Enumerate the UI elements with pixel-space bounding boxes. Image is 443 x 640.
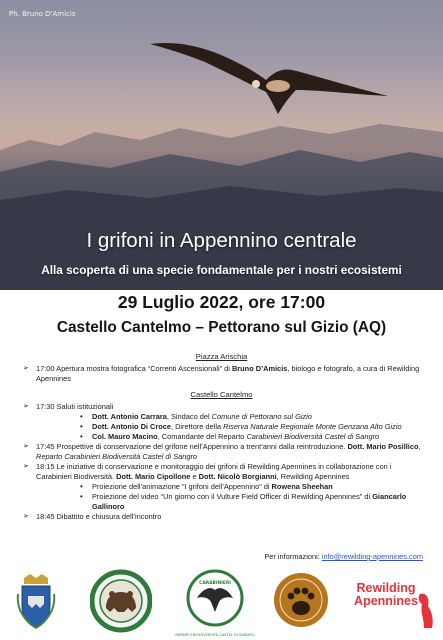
item-text: 17:00 Apertura mostra fotografica “Correnti Ascensionali” di (36, 364, 232, 373)
bullet-check-icon: ➢ (23, 513, 29, 520)
contact-email-link[interactable]: info@rewilding-apennines.com (321, 552, 423, 561)
item-org: Reparto Carabinieri Biodiversità Castel di Sangro (36, 452, 198, 461)
rewilding-line1: Rewilding (356, 581, 416, 595)
page-subtitle: Alla scoperta di una specie fondamentale per i nostri ecosistemi (41, 263, 402, 277)
rewilding-apennines-logo (346, 582, 426, 608)
bear-reserve-icon (90, 568, 152, 634)
carabinieri-sub-label: REPARTO BIODIVERSITÀ CASTEL DI SANGRO (175, 633, 255, 637)
item-text: 18:45 Dibattito e chiusura dell’incontro (36, 512, 162, 521)
vulture-icon (416, 588, 438, 628)
bullet-dot-icon: • (80, 412, 83, 421)
program-item (0, 402, 443, 412)
vulture-bird-icon (150, 34, 390, 124)
comune-crest-icon (16, 574, 56, 630)
item-text: 17:30 Saluti istituzionali (36, 402, 114, 411)
photo-credit: Ph. Bruno D'Amicis (9, 10, 76, 18)
item-org: Carabinieri Biodiversità Castel di Sangro (246, 432, 380, 441)
item-speaker: Dott. Nicolò Borgianni (198, 472, 277, 481)
program-item (0, 462, 443, 482)
program-subitem (0, 482, 443, 492)
item-text: , biologo e fotografo, a cura di Rewilding Apennines (36, 364, 420, 383)
event-venue: Castello Cantelmo – Pettorano sul Gizio (AQ) (56, 319, 387, 336)
item-org: Comune di Pettorano sul Gizio (211, 412, 312, 421)
item-org: Riserva Naturale Regionale Monte Genzana Alto Gizio (223, 422, 402, 431)
bullet-check-icon: ➢ (23, 365, 29, 372)
carabinieri-label: CARABINIERI (199, 581, 231, 586)
item-text: 18:15 Le iniziative di conservazione e monitoraggio dei grifoni di Rewilding Apennines in collaborazione con i Carabinieri Biodiversità. (36, 462, 392, 481)
partner-logos (0, 568, 443, 640)
program-item (0, 364, 443, 384)
item-speaker: Dott. Antonio Di Croce (92, 422, 171, 431)
item-text: Proiezione dell’animazione “I grifoni dell’Appennino” di (92, 482, 272, 491)
item-text: , (418, 442, 421, 451)
item-speaker: Rowena Sheehan (271, 482, 333, 491)
bullet-dot-icon: • (80, 422, 83, 431)
section-title-piazza: Piazza Arischia (195, 352, 248, 361)
item-speaker: Dott. Mario Posillico (347, 442, 419, 451)
item-speaker: Giancarlo Gallinoro (92, 492, 407, 511)
item-text: , Direttore della (170, 422, 224, 431)
item-speaker: Col. Mauro Macino (92, 432, 158, 441)
item-text: , Comandante del Reparto (157, 432, 247, 441)
item-text: Proiezione del video “Un giorno con il Vulture Field Officer di Rewilding Apennines” di (92, 492, 373, 501)
bullet-dot-icon: • (80, 432, 83, 441)
page-title: I grifoni in Appennino centrale (86, 229, 357, 252)
rewilding-line2: Apennines (354, 594, 418, 608)
program-subitem (0, 492, 443, 512)
item-text: e (190, 472, 199, 481)
program-item (0, 442, 443, 462)
program (0, 352, 443, 522)
bullet-check-icon: ➢ (23, 463, 29, 470)
contact-label: Per informazioni: (264, 552, 322, 561)
item-text: , Rewilding Apennines (276, 472, 350, 481)
bullet-check-icon: ➢ (23, 403, 29, 410)
hero-photo (0, 0, 443, 290)
program-subitem (0, 432, 443, 442)
section-title-castello: Castello Cantelmo (190, 390, 253, 399)
bullet-dot-icon: • (80, 482, 83, 491)
carabinieri-eagle-icon (175, 568, 255, 638)
contact-info (264, 552, 423, 561)
program-item (0, 512, 443, 522)
program-subitem (0, 422, 443, 432)
bear-paw-icon (272, 570, 330, 632)
bullet-check-icon: ➢ (23, 443, 29, 450)
item-text: 17:45 Prospettive di conservazione del grifone nell’Appennino a trent’anni dalla reintroduzione. (36, 442, 348, 451)
program-subitem (0, 412, 443, 422)
item-text: , Sindaco del (166, 412, 212, 421)
event-date: 29 Luglio 2022, ore 17:00 (117, 292, 326, 312)
item-speaker: Dott. Antonio Carrara (92, 412, 167, 421)
bullet-dot-icon: • (80, 492, 83, 501)
item-speaker: Dott. Mario Cipollone (116, 472, 191, 481)
item-speaker: Bruno D’Amicis (231, 364, 288, 373)
